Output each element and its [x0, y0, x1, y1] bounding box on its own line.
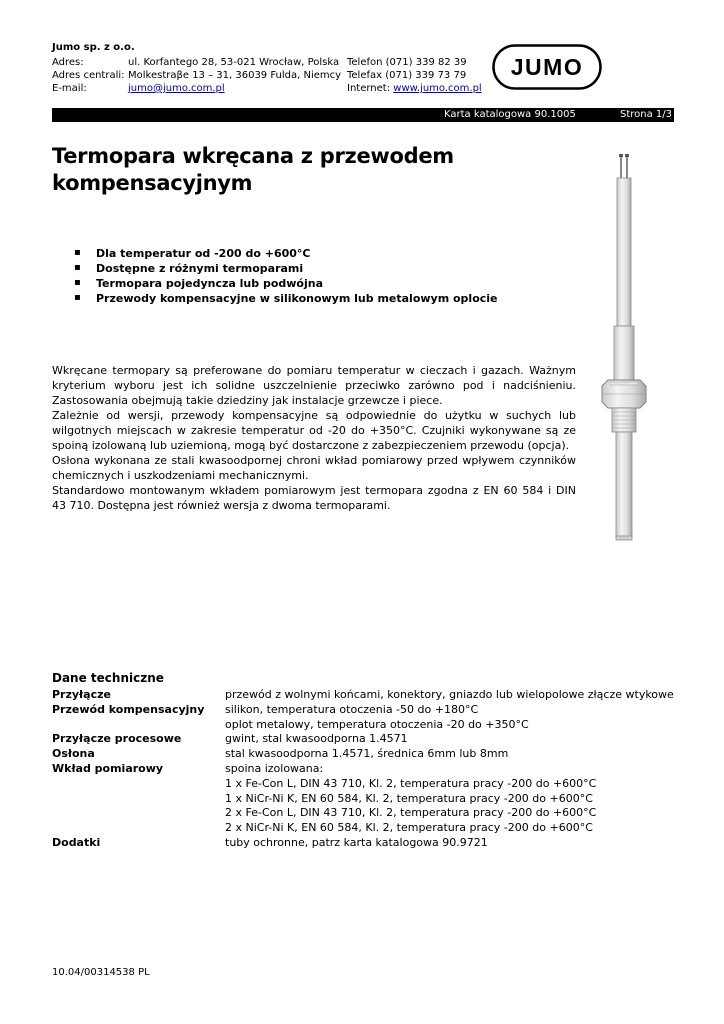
tech-key: Wkład pomiarowy: [52, 761, 164, 775]
address-value: ul. Korfantego 28, 53-021 Wrocław, Polska: [128, 57, 340, 68]
tech-key: Przyłącze: [52, 688, 111, 701]
tech-key: Osłona: [52, 747, 95, 761]
catalog-bar: [52, 108, 674, 122]
tech-key: Dodatki: [52, 835, 101, 849]
tech-row-process-connection: [52, 732, 692, 747]
phone-number: Telefon (071) 339 82 39: [347, 57, 467, 68]
tech-value: oplot metalowy, temperatura otoczenia -20 do +350°C: [225, 717, 529, 731]
tech-row-measuring-insert: [52, 762, 692, 836]
email-link[interactable]: jumo@jumo.com.pl: [128, 83, 225, 94]
tech-value: 2 x Fe-Con L, DIN 43 710, Kl. 2, temperatura pracy -200 do +600°C: [225, 806, 597, 820]
tech-value: stal kwasoodporna 1.4571, średnica 6mm lub 8mm: [225, 747, 509, 761]
document-code: 10.04/00314538 PL: [52, 967, 150, 978]
tech-value: spoina izolowana:: [225, 761, 324, 775]
hq-address-label: Adres centrali:: [52, 70, 125, 81]
page-title: Termopara wkręcana z przewodem kompensacyjnym: [52, 144, 454, 195]
fax-number: Telefax (071) 339 73 79: [347, 70, 467, 81]
email-label: E-mail:: [52, 83, 87, 94]
feature-item: ▪ Przewody kompensacyjne w silikonowym lub metalowym oplocie: [74, 291, 498, 306]
thermocouple-image: [592, 150, 662, 545]
feature-item: ▪ Termopara pojedyncza lub podwójna: [74, 276, 498, 291]
tech-key: Przewód kompensacyjny: [52, 702, 205, 716]
tech-row-connection: [52, 688, 692, 703]
description-paragraph: Zależnie od wersji, przewody kompensacyjne są odpowiednie do użytku w suchych lub wilgotnych miejscach w zakresie temperatur od -20 do +350°C. Czujniki wykonywane są ze spoiną izolowaną lub uziemioną, mogą być dostarczone z zabezpieczeniem przewodu (opcja).: [52, 409, 576, 452]
address-label: Adres:: [52, 57, 84, 68]
internet-label: Internet:: [347, 83, 394, 94]
description: [52, 363, 576, 513]
description-paragraph: Osłona wykonana ze stali kwasoodpornej chroni wkład pomiarowy przed wpływem czynników chemicznych i uszkodzeniami mechanicznymi.: [52, 454, 576, 482]
hq-address-value: Molkestraβe 13 – 31, 36039 Fulda, Niemcy: [128, 70, 342, 81]
tech-value: gwint, stal kwasoodporna 1.4571: [225, 732, 408, 746]
tech-value: tuby ochronne, patrz karta katalogowa 90.9721: [225, 835, 488, 849]
page-number: Strona 1/3: [620, 109, 673, 120]
feature-item: ▪ Dostępne z różnymi termoparami: [74, 261, 498, 276]
internet-row: [347, 82, 482, 96]
description-paragraph: Standardowo montowanym wkładem pomiarowym jest termopara zgodna z EN 60 584 i DIN 43 710. Dostępna jest również wersja z dwoma termoparami.: [52, 484, 576, 512]
tech-value: 1 x Fe-Con L, DIN 43 710, Kl. 2, temperatura pracy -200 do +600°C: [225, 776, 597, 790]
tech-value: 2 x NiCr-Ni K, EN 60 584, Kl. 2, temperatura pracy -200 do +600°C: [225, 821, 593, 835]
catalog-number: Karta katalogowa 90.1005: [444, 109, 576, 120]
tech-row-sheath: [52, 747, 692, 762]
tech-data-heading: Dane techniczne: [52, 671, 164, 685]
tech-row-accessories: [52, 836, 692, 851]
description-paragraph: Wkręcane termopary są preferowane do pomiaru temperatur w cieczach i gazach. Ważnym kryterium wyboru jest ich solidne uszczelnienie przeciwko zarówno pod i nadciśnieniu. Zastosowania obejmują takie dziedziny jak instalacje grzewcze i piece.: [52, 364, 576, 407]
feature-item: ▪ Dla temperatur od -200 do +600°C: [74, 246, 498, 261]
website-link[interactable]: www.jumo.com.pl: [393, 83, 482, 94]
tech-key: Przyłącze procesowe: [52, 732, 182, 746]
tech-value: 1 x NiCr-Ni K, EN 60 584, Kl. 2, temperatura pracy -200 do +600°C: [225, 791, 593, 805]
feature-list: [74, 246, 498, 306]
tech-value: przewód z wolnymi końcami, konektory, gniazdo lub wielopolowe złącze wtykowe: [225, 688, 674, 701]
tech-value: silikon, temperatura otoczenia -50 do +180°C: [225, 702, 479, 716]
tech-data-table: [52, 688, 692, 851]
jumo-logo: [492, 44, 602, 90]
tech-row-compensation-cable: [52, 703, 692, 733]
logo-text: JUMO: [510, 54, 584, 80]
company-name: Jumo sp. z o.o.: [52, 42, 135, 53]
